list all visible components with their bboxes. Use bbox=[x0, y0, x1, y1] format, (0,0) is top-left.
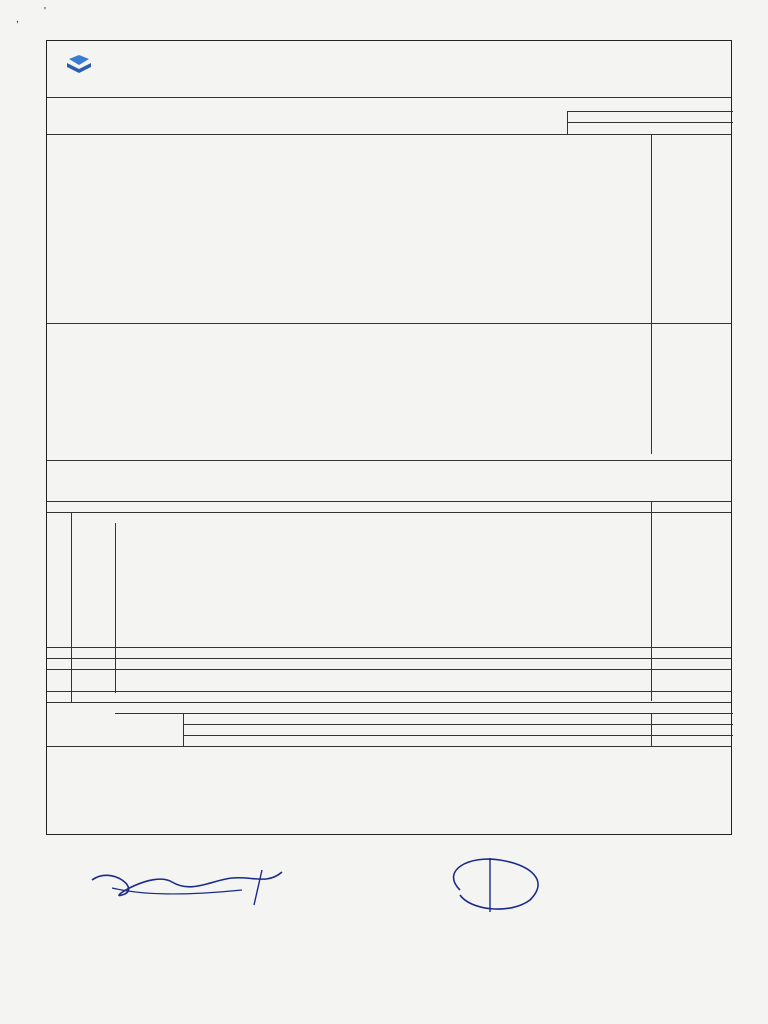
d91-extra-row bbox=[47, 680, 731, 691]
d7-row bbox=[47, 647, 731, 658]
secretary-signature bbox=[82, 860, 302, 915]
minimo-baldio-row bbox=[47, 724, 731, 735]
d10-row bbox=[47, 691, 731, 702]
minimo-construido-row bbox=[47, 735, 731, 746]
president-signature bbox=[430, 850, 580, 925]
d1011-row bbox=[47, 713, 731, 724]
college-logo bbox=[53, 53, 105, 91]
agrimensura-row bbox=[47, 323, 731, 334]
d9-row bbox=[47, 658, 731, 669]
urbano-label bbox=[47, 702, 731, 713]
document-sheet bbox=[46, 40, 732, 835]
d5-row bbox=[47, 512, 731, 523]
d91-row bbox=[47, 669, 731, 680]
signature-scribble-icon bbox=[430, 850, 580, 920]
d43-row bbox=[47, 501, 731, 512]
logo-icon bbox=[53, 53, 105, 91]
signature-scribble-icon bbox=[82, 860, 302, 910]
table-title bbox=[47, 100, 731, 111]
